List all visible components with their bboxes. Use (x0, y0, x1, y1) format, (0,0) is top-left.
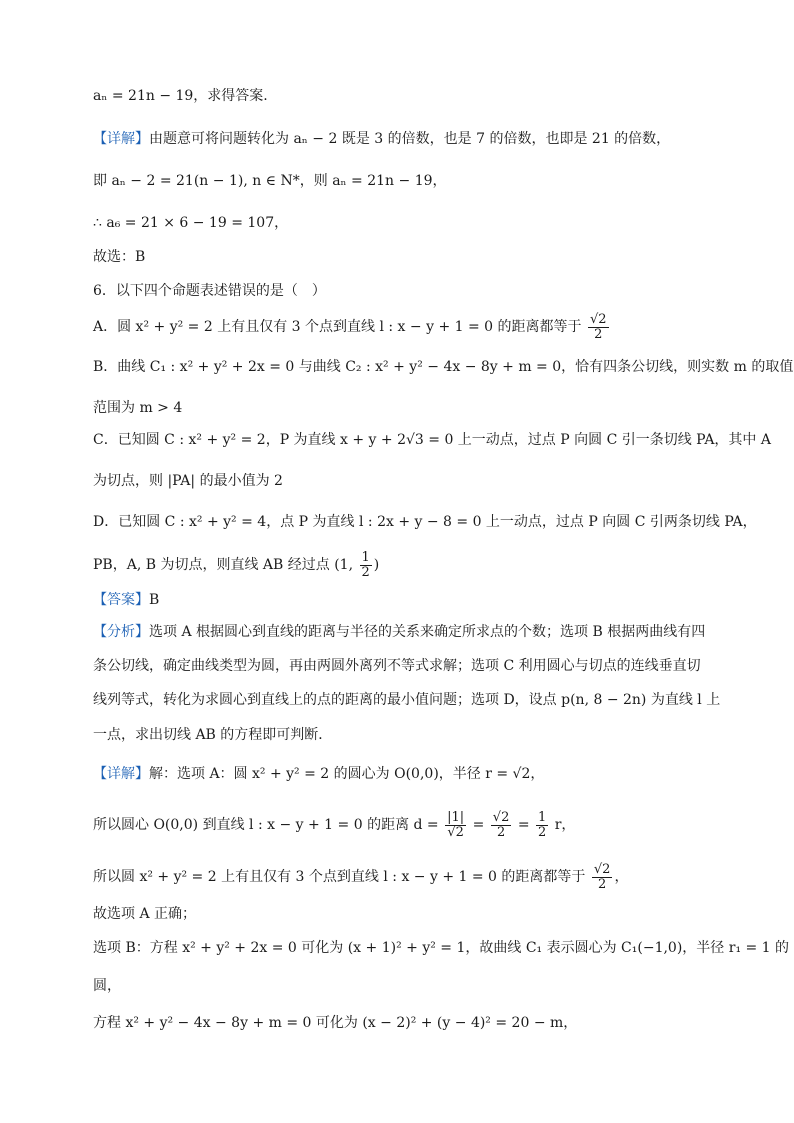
option-a (93, 310, 611, 344)
fraction-numerator: 1 (538, 809, 547, 825)
fraction-sqrt2-over-2 (491, 811, 512, 840)
option-c-line-2: 为切点，则 |PA| 的最小值为 2 (93, 473, 283, 489)
option-b-line-1: B．曲线 C₁ : x² + y² + 2x = 0 与曲线 C₂ : x² + y² − 4x − 8y + m = 0，恰有四条公切线，则实数 m 的取值 (93, 359, 794, 375)
question-6-title: 6．以下四个命题表述错误的是（ ） (93, 283, 326, 299)
detail-tag-2: 【详解】 (93, 766, 149, 782)
point-open: (1, (334, 557, 358, 573)
fraction-numerator: √2 (593, 861, 611, 877)
solution-line-6: 圆， (93, 978, 121, 994)
solution-line-3 (93, 860, 628, 894)
fraction-sqrt2-over-2 (592, 863, 613, 892)
answer-line (93, 590, 159, 610)
fraction-denominator: 2 (361, 564, 370, 580)
answer-text: B (149, 592, 160, 608)
fraction-denominator: 2 (538, 824, 547, 840)
text-line-4: ∴ a₆ = 21 × 6 − 19 = 107， (93, 215, 289, 231)
solution-line-1 (93, 764, 544, 784)
answer-tag: 【答案】 (93, 592, 149, 608)
fraction-numerator: |1| (447, 809, 465, 825)
fraction-one-half (536, 811, 548, 840)
solution-text-2: 所以圆心 O(0,0) 到直线 l : x − y + 1 = 0 的距离 d = (93, 817, 439, 833)
equals-sign: = (472, 817, 485, 833)
option-a-text: A．圆 x² + y² = 2 上有且仅有 3 个点到直线 l : x − y + 1 = 0 的距离都等于 (93, 319, 582, 335)
comma: ， (614, 869, 629, 885)
text-line-5: 故选：B (93, 249, 146, 265)
solution-line-7: 方程 x² + y² − 4x − 8y + m = 0 可化为 (x − 2)² + (y − 4)² = 20 − m， (93, 1015, 578, 1031)
fraction-denominator: 2 (598, 876, 607, 892)
fraction-abs1-over-sqrt2 (445, 811, 466, 840)
fraction-sqrt2-over-2 (588, 313, 609, 342)
solution-line-5: 选项 B：方程 x² + y² + 2x = 0 可化为 (x + 1)² + y² = 1，故曲线 C₁ 表示圆心为 C₁(−1,0)，半径 r₁ = 1 的 (93, 940, 790, 956)
option-b-line-2: 范围为 m > 4 (93, 400, 183, 416)
solution-text-1: 解：选项 A：圆 x² + y² = 2 的圆心为 O(0,0)，半径 r = √2， (149, 766, 545, 782)
text-line-3: 即 aₙ − 2 = 21(n − 1), n ∈ N*，则 aₙ = 21n − 19， (93, 173, 447, 189)
detail-tag: 【详解】 (93, 131, 149, 147)
fraction-denominator: √2 (447, 824, 464, 840)
text-line-1: aₙ = 21n − 19，求得答案. (93, 88, 268, 104)
fraction-numerator: √2 (589, 311, 607, 327)
option-d-line-2 (93, 548, 379, 582)
analysis-line-2: 条公切线，确定曲线类型为圆，再由两圆外离列不等式求解；选项 C 利用圆心与切点的连线垂直切 (93, 658, 701, 674)
point-close: ) (373, 557, 380, 573)
analysis-line-3: 线列等式，转化为求圆心到直线上的点的距离的最小值问题；选项 D，设点 p(n, 8 − 2n) 为直线 l 上 (93, 692, 721, 708)
text-line-2 (93, 129, 670, 149)
fraction-one-half (360, 551, 372, 580)
solution-line-4: 故选项 A 正确； (93, 906, 197, 922)
option-d-line-1: D．已知圆 C : x² + y² = 4，点 P 为直线 l : 2x + y − 8 = 0 上一动点，过点 P 向圆 C 引两条切线 PA， (93, 514, 757, 530)
fraction-numerator: √2 (492, 809, 510, 825)
fraction-denominator: 2 (594, 326, 603, 342)
option-c-line-1: C．已知圆 C : x² + y² = 2，P 为直线 x + y + 2√3 = 0 上一动点，过点 P 向圆 C 引一条切线 PA，其中 A (93, 432, 771, 448)
analysis-tag: 【分析】 (93, 624, 149, 640)
solution-text-3: 所以圆 x² + y² = 2 上有且仅有 3 个点到直线 l : x − y + 1 = 0 的距离都等于 (93, 869, 586, 885)
analysis-line-4: 一点，求出切线 AB 的方程即可判断． (93, 727, 333, 743)
detail-text: 由题意可将问题转化为 aₙ − 2 既是 3 的倍数，也是 7 的倍数，也即是 21 的倍数， (149, 131, 671, 147)
analysis-line-1 (93, 622, 705, 642)
option-d-text: PB，A, B 为切点，则直线 AB 经过点 (93, 557, 330, 573)
r-tail: r， (554, 817, 576, 833)
equals-sign: = (517, 817, 530, 833)
analysis-text-1: 选项 A 根据圆心到直线的距离与半径的关系来确定所求点的个数；选项 B 根据两曲线有四 (149, 624, 706, 640)
fraction-numerator: 1 (361, 549, 370, 565)
fraction-denominator: 2 (496, 824, 506, 840)
solution-line-2 (93, 808, 575, 842)
